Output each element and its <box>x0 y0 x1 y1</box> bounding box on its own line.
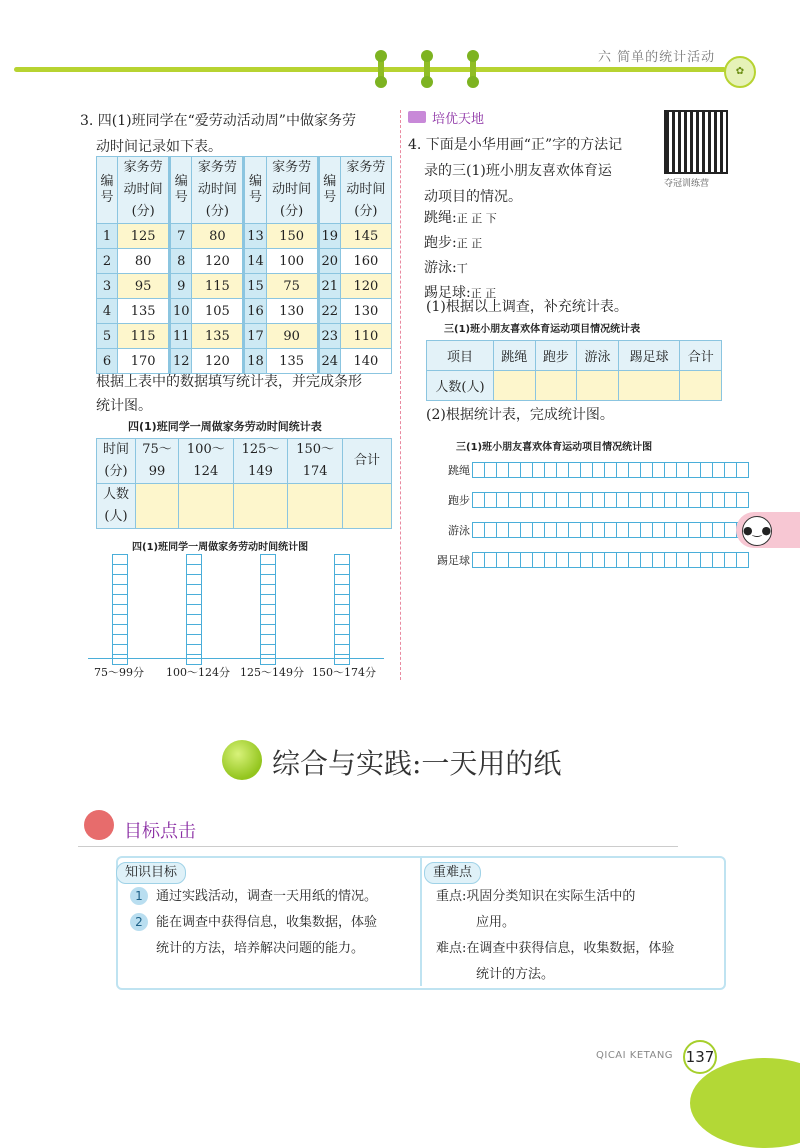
green-ball-icon <box>222 740 262 780</box>
goal-divider <box>420 858 422 986</box>
table-cell: 75～ 99 <box>136 439 179 484</box>
table-cell: 11 <box>170 324 192 349</box>
blank-answer-cell[interactable] <box>179 484 234 529</box>
blank-answer-cell[interactable] <box>343 484 392 529</box>
chapter-title: 六 简单的统计活动 <box>598 50 716 65</box>
hard-line: 难点:在调查中获得信息，收集数据，体验 <box>436 941 675 956</box>
table-cell: 145 <box>340 224 391 249</box>
table-cell: 16 <box>244 299 266 324</box>
table-cell: 115 <box>118 324 170 349</box>
grid-column <box>260 554 276 664</box>
table-header-cell: 家务劳 动时间 (分) <box>340 157 391 224</box>
blank-answer-cell[interactable] <box>618 371 680 401</box>
table-cell: 1 <box>97 224 118 249</box>
tally-row: 跳绳:正 正 下 <box>424 210 497 226</box>
table-header-cell: 跑步 <box>535 341 577 371</box>
axis-label: 125～149分 <box>240 666 304 679</box>
tally-row: 踢足球:正 正 <box>424 285 497 301</box>
table-cell: 150～ 174 <box>288 439 343 484</box>
table-cell: 14 <box>244 249 266 274</box>
table-row <box>97 324 392 349</box>
list-item-cont: 统计的方法，培养解决问题的能力。 <box>156 941 365 956</box>
goal-heading: 目标点击 <box>124 821 196 842</box>
knowledge-list <box>130 884 410 962</box>
table-cell: 115 <box>192 274 244 299</box>
axis-label: 跳绳 <box>448 464 470 477</box>
table-cell: 20 <box>318 249 340 274</box>
blank-answer-cell[interactable] <box>680 371 722 401</box>
table-header-cell: 踢足球 <box>618 341 680 371</box>
table-row <box>97 439 392 484</box>
grid-cell[interactable] <box>736 552 749 568</box>
table-cell: 合计 <box>343 439 392 484</box>
list-item: 1 通过实践活动，调查一天用纸的情况。 <box>130 884 410 910</box>
tally-row: 跑步:正 正 <box>424 235 483 251</box>
table-cell: 18 <box>244 349 266 374</box>
q3-table-title: 四(1)班同学一周做家务劳动时间统计表 <box>128 420 322 433</box>
grid-cell[interactable] <box>736 492 749 508</box>
table-cell: 120 <box>340 274 391 299</box>
table-cell: 100～ 124 <box>179 439 234 484</box>
axis-label: 跑步 <box>448 494 470 507</box>
table-cell: 15 <box>244 274 266 299</box>
table-header-cell: 合计 <box>680 341 722 371</box>
blank-answer-cell[interactable] <box>136 484 179 529</box>
q3-instruction-line: 根据上表中的数据填写统计表，并完成条形 <box>96 374 362 390</box>
qr-code-icon[interactable] <box>664 110 728 174</box>
panda-icon: ●‿● <box>742 516 772 546</box>
table-cell: 160 <box>340 249 391 274</box>
table-header-cell: 项目 <box>427 341 494 371</box>
table-cell: 80 <box>118 249 170 274</box>
key-tag: 重难点 <box>424 862 481 884</box>
table-cell: 10 <box>170 299 192 324</box>
table-cell: 人数 (人) <box>97 484 136 529</box>
table-cell: 80 <box>192 224 244 249</box>
table-row <box>97 484 392 529</box>
book-logo-icon: ✿ <box>724 56 756 88</box>
table-cell: 2 <box>97 249 118 274</box>
table-cell: 19 <box>318 224 340 249</box>
table-cell: 170 <box>118 349 170 374</box>
blank-answer-cell[interactable] <box>577 371 619 401</box>
header-bar <box>14 67 726 72</box>
table-header-cell: 游泳 <box>577 341 619 371</box>
q3-instruction-line: 统计图。 <box>96 398 152 414</box>
tally-row: 游泳:丅 <box>424 260 468 276</box>
table-cell: 3 <box>97 274 118 299</box>
table-cell: 90 <box>266 324 318 349</box>
table-cell: 105 <box>192 299 244 324</box>
table-cell: 130 <box>266 299 318 324</box>
table-row <box>97 299 392 324</box>
table-header-cell: 编号 <box>97 157 118 224</box>
table-row <box>97 224 392 249</box>
key-line: 重点:巩固分类知识在实际生活中的 <box>436 889 636 904</box>
knowledge-tag: 知识目标 <box>116 862 186 884</box>
q4-table-title: 三(1)班小朋友喜欢体育运动项目情况统计表 <box>444 324 641 335</box>
blank-answer-cell[interactable] <box>288 484 343 529</box>
divider <box>78 846 678 847</box>
table-header-cell: 家务劳 动时间 (分) <box>192 157 244 224</box>
table-cell: 110 <box>340 324 391 349</box>
blank-answer-cell[interactable] <box>494 371 536 401</box>
binder-peg <box>470 56 476 82</box>
qr-caption: 夺冠训练营 <box>664 179 710 189</box>
grid-column <box>186 554 202 664</box>
section-tag: 培优天地 <box>432 112 485 127</box>
tally-list <box>424 206 497 306</box>
page-number: 137 <box>683 1040 717 1074</box>
q4-chart-title: 三(1)班小朋友喜欢体育运动项目情况统计图 <box>456 442 653 453</box>
chart-baseline <box>88 658 384 659</box>
table-cell: 100 <box>266 249 318 274</box>
table-cell: 7 <box>170 224 192 249</box>
table-cell: 17 <box>244 324 266 349</box>
q4-prompt-line: 录的三(1)班小朋友喜欢体育运 <box>424 163 612 179</box>
table-cell: 130 <box>340 299 391 324</box>
axis-label: 75～99分 <box>94 666 144 679</box>
q3-prompt-line: 3. 四(1)班同学在“爱劳动活动周”中做家务劳 <box>80 113 356 129</box>
blank-answer-cell[interactable] <box>535 371 577 401</box>
table-cell: 120 <box>192 349 244 374</box>
key-line: 应用。 <box>476 915 516 930</box>
apple-mascot-icon <box>84 810 114 840</box>
grid-column <box>334 554 350 664</box>
table-row <box>97 249 392 274</box>
axis-label: 踢足球 <box>437 554 470 567</box>
table-header-cell: 编号 <box>318 157 340 224</box>
table-cell: 140 <box>340 349 391 374</box>
table-header-cell: 编号 <box>244 157 266 224</box>
table-cell: 12 <box>170 349 192 374</box>
q4-sports-table <box>426 340 722 401</box>
table-cell: 时间 (分) <box>97 439 136 484</box>
q3-prompt <box>80 108 356 160</box>
table-cell: 24 <box>318 349 340 374</box>
book-icon <box>408 111 426 123</box>
q4-prompt-line: 4. 下面是小华用画“正”字的方法记 <box>408 137 623 153</box>
q3-chart-title: 四(1)班同学一周做家务劳动时间统计图 <box>132 542 309 553</box>
table-header-cell: 家务劳 动时间 (分) <box>266 157 318 224</box>
table-cell: 135 <box>118 299 170 324</box>
table-header-cell: 编号 <box>170 157 192 224</box>
grid-cell[interactable] <box>736 462 749 478</box>
q3-frequency-table <box>96 438 392 529</box>
table-cell: 22 <box>318 299 340 324</box>
table-header-row <box>427 341 722 371</box>
q4-part2: (2)根据统计表，完成统计图。 <box>426 407 614 423</box>
table-cell: 125 <box>118 224 170 249</box>
table-header-cell: 家务劳 动时间 (分) <box>118 157 170 224</box>
table-cell: 6 <box>97 349 118 374</box>
table-cell: 23 <box>318 324 340 349</box>
table-cell: 13 <box>244 224 266 249</box>
grid-column <box>112 554 128 664</box>
table-cell: 9 <box>170 274 192 299</box>
table-cell: 8 <box>170 249 192 274</box>
blank-answer-cell[interactable] <box>233 484 288 529</box>
q4-prompt-line: 动项目的情况。 <box>424 189 522 205</box>
q4-prompt <box>408 132 622 210</box>
table-cell: 125～ 149 <box>233 439 288 484</box>
grid-row <box>424 522 748 538</box>
q3-prompt-line: 动时间记录如下表。 <box>96 139 222 155</box>
footer-brand: QICAI KETANG <box>596 1050 674 1061</box>
table-cell: 75 <box>266 274 318 299</box>
grid-row <box>424 492 748 508</box>
q3-data-table <box>96 156 392 374</box>
grid-row <box>424 462 748 478</box>
column-divider <box>400 110 401 680</box>
table-cell: 95 <box>118 274 170 299</box>
axis-label: 100～124分 <box>166 666 230 679</box>
practice-title: 综合与实践:一天用的纸 <box>272 747 562 780</box>
table-header-row <box>97 157 392 224</box>
hard-line: 统计的方法。 <box>476 967 555 982</box>
table-header-cell: 跳绳 <box>494 341 536 371</box>
list-item: 2 能在调查中获得信息，收集数据，体验 <box>130 910 410 936</box>
table-row <box>97 274 392 299</box>
table-cell: 5 <box>97 324 118 349</box>
axis-label: 游泳 <box>448 524 470 537</box>
q3-grid-chart <box>88 552 388 664</box>
table-cell: 150 <box>266 224 318 249</box>
table-cell: 135 <box>192 324 244 349</box>
grid-row <box>424 552 748 568</box>
table-cell: 120 <box>192 249 244 274</box>
table-cell: 人数(人) <box>427 371 494 401</box>
table-cell: 4 <box>97 299 118 324</box>
axis-label: 150～174分 <box>312 666 376 679</box>
q4-part1: (1)根据以上调查，补充统计表。 <box>426 299 628 315</box>
binder-peg <box>378 56 384 82</box>
table-cell: 135 <box>266 349 318 374</box>
binder-peg <box>424 56 430 82</box>
table-row <box>427 371 722 401</box>
table-cell: 21 <box>318 274 340 299</box>
key-points <box>436 884 720 988</box>
q3-instruction <box>96 370 362 418</box>
